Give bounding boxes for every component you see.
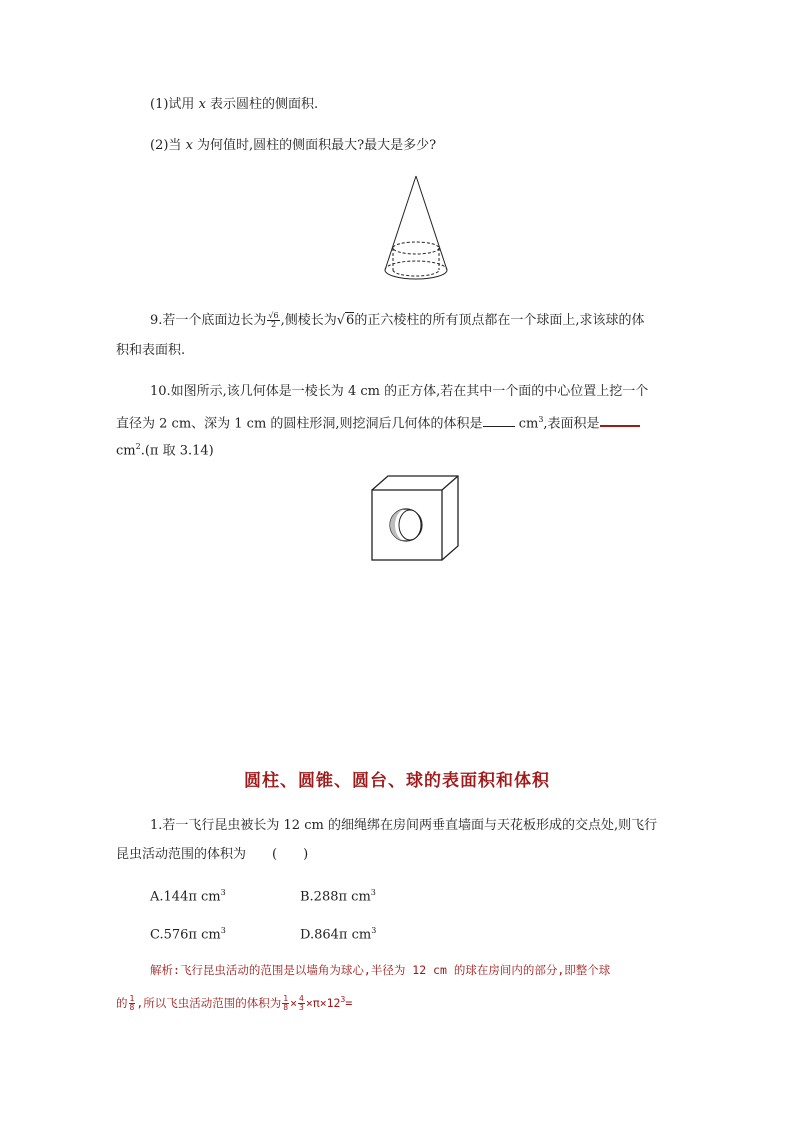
q10-line2-a: 直径为 2 cm、深为 1 cm 的圆柱形洞,则挖洞后几何体的体积是	[116, 416, 483, 432]
option-b-sup: 3	[370, 888, 376, 897]
q10-sup-3: 3	[538, 415, 544, 424]
fraction-one-eighth-2	[282, 995, 289, 1012]
solution-line1	[150, 961, 610, 979]
cube-top-right-edge	[442, 476, 458, 490]
f2-den: 8	[283, 1002, 289, 1012]
cylinder-bottom	[393, 270, 439, 276]
surface-area-answer-blank[interactable]	[600, 413, 640, 427]
cylinder-top	[393, 242, 439, 254]
q10-line3-b: .(π 取 3.14)	[140, 443, 214, 459]
option-d-sup: 3	[371, 926, 377, 935]
q9-post: 的正六棱柱的所有顶点都在一个球面上,求该球的体	[354, 313, 645, 328]
times-sign: ×	[290, 995, 298, 1010]
q9-fraction	[267, 312, 279, 329]
q10-sup-2: 2	[135, 442, 141, 451]
hole-inner-circle	[399, 510, 421, 540]
solution-line2-b: ,所以飞虫活动范围的体积为	[136, 995, 282, 1010]
f1-num: 1	[129, 993, 135, 1003]
q1-line2: 昆虫活动范围的体积为 ( )	[116, 847, 309, 862]
option-b-text: B.288π cm	[300, 889, 371, 905]
fraction-one-eighth	[129, 995, 136, 1012]
q8-part1-pre: (1)试用	[150, 97, 199, 112]
q10-line3-cm: cm	[116, 443, 136, 459]
q9-frac-den: 2	[270, 320, 277, 329]
option-a-sup: 3	[220, 888, 226, 897]
fraction-four-thirds	[298, 995, 305, 1012]
variable-x: x	[198, 97, 206, 112]
solution-text-1: 飞行昆虫活动的范围是以墙角为球心,半径为 12 cm 的球在房间内的部分,即整个球	[179, 963, 611, 977]
option-c-sup: 3	[220, 926, 226, 935]
q9-pre: 9.若一个底面边长为	[150, 313, 267, 328]
section-title: 圆柱、圆锥、圆台、球的表面积和体积	[244, 771, 550, 791]
solution-line2-c: ×π×12	[305, 995, 341, 1010]
cone-with-cylinder-figure	[380, 172, 452, 284]
option-c[interactable]	[150, 922, 226, 944]
q10-line3	[116, 438, 214, 460]
option-a[interactable]	[150, 884, 226, 906]
volume-answer-blank[interactable]	[483, 414, 515, 427]
q8-part2-post: 为何值时,圆柱的侧面积最大?最大是多少?	[192, 138, 437, 153]
f1-den: 8	[129, 1002, 135, 1012]
q9-mid: ,侧棱长为	[280, 313, 337, 328]
solution-label: 解析:	[150, 963, 180, 977]
cone-right-edge	[416, 176, 447, 270]
q9-sqrt-val: 6	[346, 313, 355, 328]
q8-part2-pre: (2)当	[150, 138, 186, 153]
solution-line2	[116, 991, 352, 1012]
q10-line2	[116, 411, 640, 433]
f3-num: 4	[299, 993, 304, 1003]
option-c-text: C.576π cm	[150, 927, 221, 943]
q8-part1-post: 表示圆柱的侧面积.	[205, 97, 319, 112]
option-d[interactable]	[300, 922, 376, 944]
solution-line2-a: 的	[116, 995, 128, 1010]
solution-equals: =	[345, 995, 353, 1010]
q9-line2: 积和表面积.	[116, 343, 186, 358]
sqrt-icon: √	[336, 313, 346, 328]
cone-base-back	[385, 261, 447, 270]
q10-unit-cm: cm	[514, 416, 539, 432]
cone-left-edge	[385, 176, 416, 270]
f2-num: 1	[283, 993, 289, 1003]
q9-frac-num: √6	[268, 311, 279, 320]
cone-base-front	[385, 270, 447, 279]
option-b[interactable]	[300, 884, 376, 906]
cube-with-hole-figure	[370, 474, 464, 564]
variable-x: x	[185, 138, 193, 153]
q10-line2-c: ,表面积是	[543, 416, 600, 432]
q8-part1	[150, 96, 318, 114]
option-a-text: A.144π cm	[150, 889, 221, 905]
option-d-text: D.864π cm	[300, 927, 372, 943]
q9-line1	[150, 312, 644, 330]
solution-sup-3: 3	[340, 995, 346, 1004]
q10-line1: 10.如图所示,该几何体是一棱长为 4 cm 的正方体,若在其中一个面的中心位置上挖一个	[150, 384, 649, 399]
q1-line1: 1.若一飞行昆虫被长为 12 cm 的细绳绑在房间两垂直墙面与天花板形成的交点处,则飞行	[150, 818, 658, 833]
f3-den: 3	[299, 1002, 304, 1012]
q8-part2	[150, 137, 436, 155]
